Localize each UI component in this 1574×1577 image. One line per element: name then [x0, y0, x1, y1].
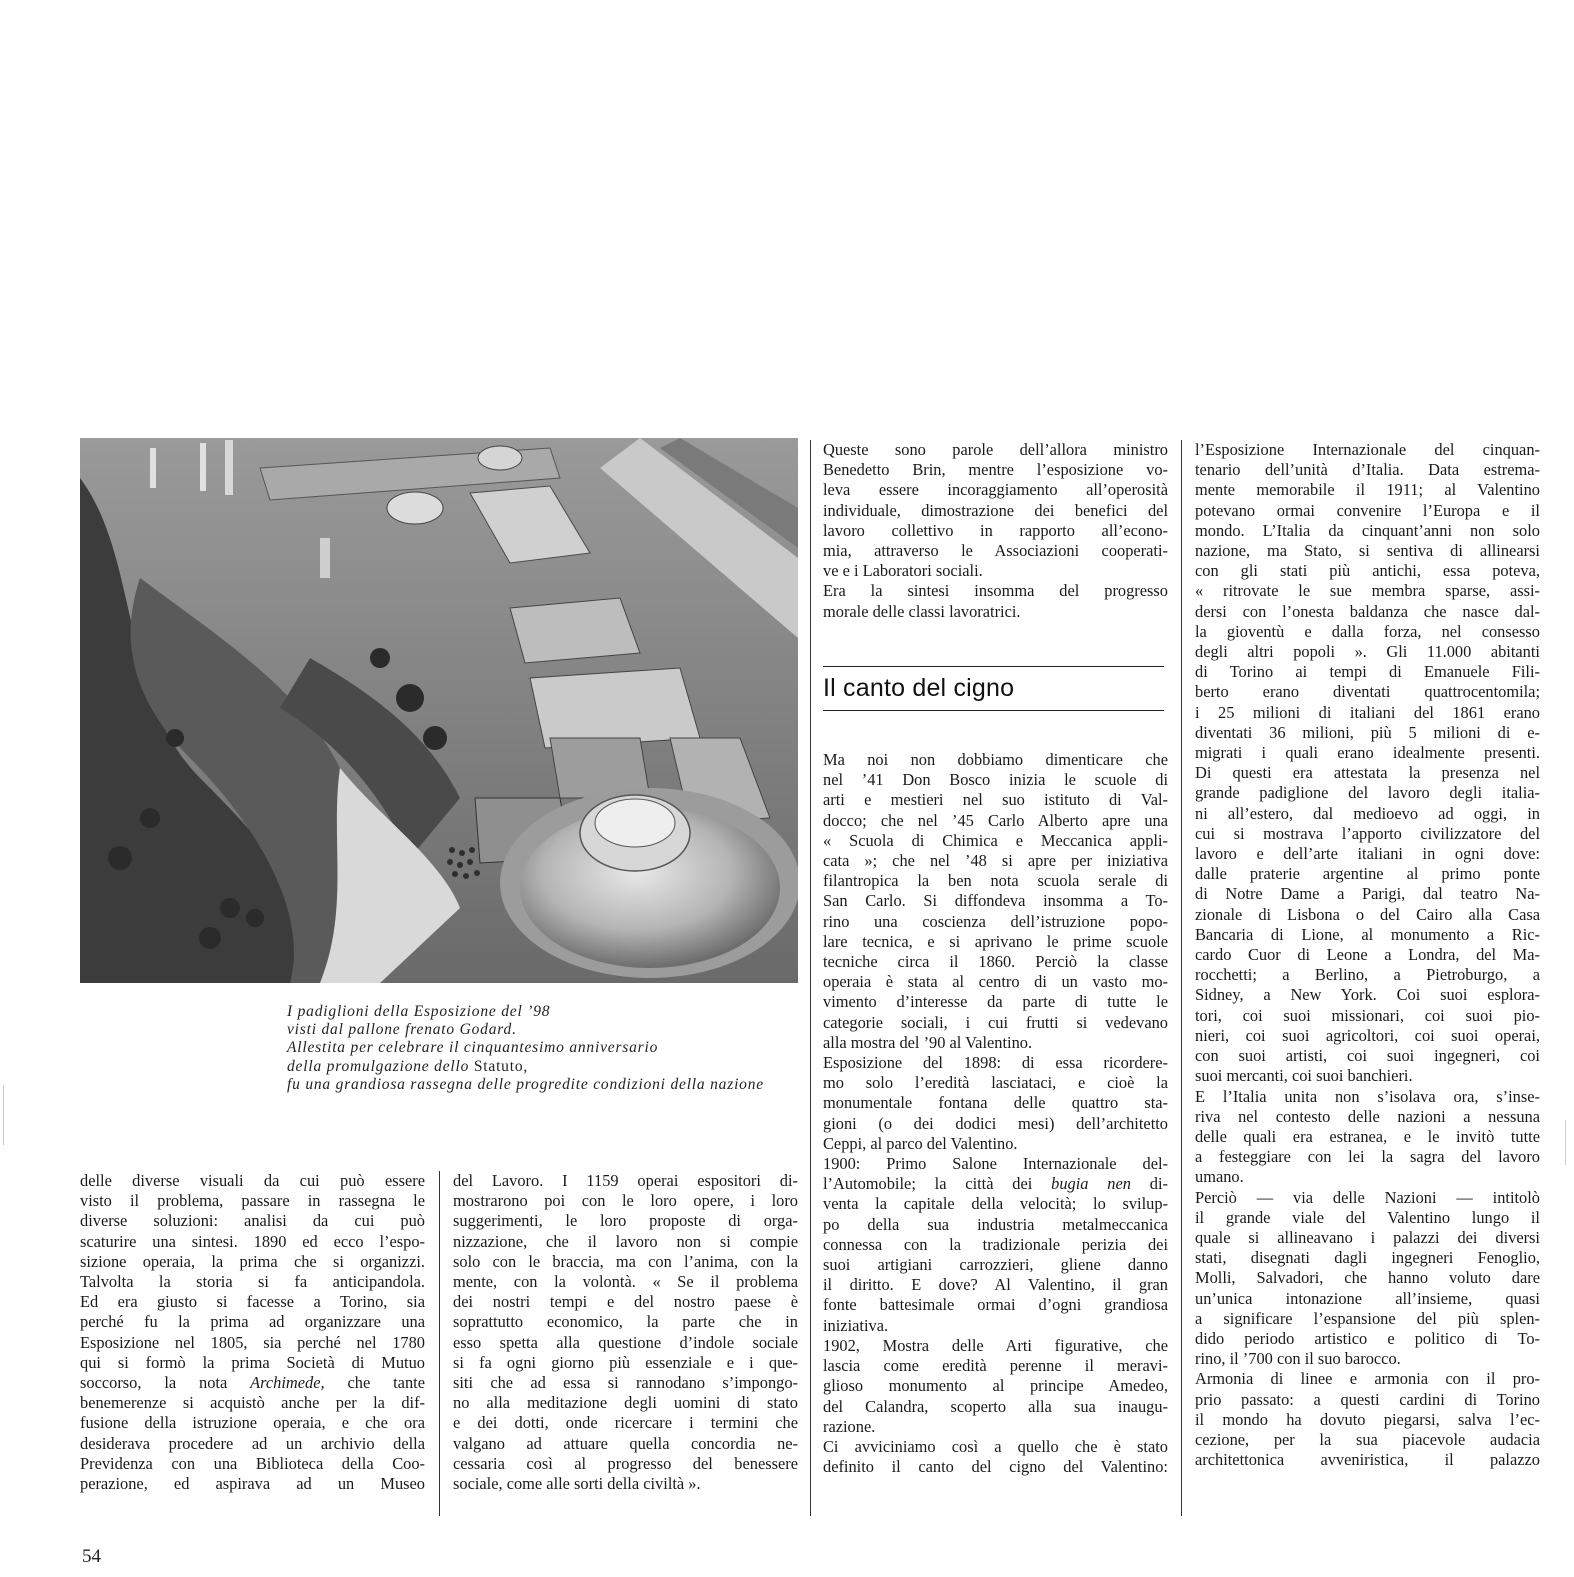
text-column-4 — [1195, 440, 1540, 1470]
scan-edge-mark — [1565, 1120, 1566, 1165]
text-line: il grande viale del Valentino lungo il — [1195, 1207, 1540, 1227]
text-line: nel ’41 Don Bosco inizia le scuole di — [823, 770, 1168, 790]
italic-phrase: bugia nen — [1051, 1174, 1131, 1194]
text-line: nazione, ma Stato, si sentiva di allinearsi — [1195, 541, 1540, 561]
text-line: delle diverse visuali da cui può essere — [80, 1171, 425, 1190]
text-line: con gli stati più antichi, essa poteva, — [1195, 561, 1540, 581]
text-line: potevano ormai convenire l’Europa e il — [1195, 500, 1540, 520]
text-line: lavoro e dell’arte italiani in ogni dove: — [1195, 844, 1540, 864]
text-line: Ci avviciniamo così a quello che è stato — [823, 1436, 1168, 1456]
text-line: connessa con la tradizionale perizia dei — [823, 1234, 1168, 1254]
text-line: mente, con la volontà. « Se il problema — [453, 1272, 798, 1292]
text-line: Molli, Salvadori, che hanno voluto dare — [1195, 1268, 1540, 1288]
exposition-aerial-photo — [80, 438, 798, 983]
text-line: Armonia di linee e armonia con il pro- — [1195, 1369, 1540, 1389]
text-line — [823, 1174, 1168, 1194]
text-line: dalle praterie argentine al primo ponte — [1195, 864, 1540, 884]
text-line: rino, il ’700 con il suo barocco. — [1195, 1349, 1401, 1369]
text-line: fonte battesimale ormai d’ogni grandiosa — [823, 1295, 1168, 1315]
text-line: operaia è stata al centro di un vasto mo- — [823, 972, 1168, 992]
text-line: perazione, ed aspirava ad un Museo — [80, 1474, 425, 1494]
caption-upright-word: Statuto, — [473, 1057, 529, 1075]
text-line: con suoi artisti, coi suoi ingegneri, coi — [1195, 1046, 1540, 1066]
text-line: stati, disegnati dagli ingegneri Fenoglio, — [1195, 1248, 1540, 1268]
text-line: del Lavoro. I 1159 operai espositori di- — [453, 1171, 798, 1190]
text-line: San Carlo. Si diffondeva insomma a To- — [823, 891, 1168, 911]
column-divider — [1181, 440, 1182, 1516]
text-line: scaturire una sintesi. 1890 ed ecco l’espo- — [80, 1231, 425, 1251]
text-line: Di questi era attestata la presenza nel — [1195, 763, 1540, 783]
text-line: E l’Italia unita non s’isolava ora, s’inse- — [1195, 1086, 1540, 1106]
text-line: ve e i Laboratori sociali. — [823, 561, 983, 581]
text-line: Benedetto Brin, mentre l’esposizione vo- — [823, 460, 1168, 480]
text-line: di Notre Dame a Parigi, dal teatro Na- — [1195, 884, 1540, 904]
text-line: 1900: Primo Salone Internazionale del- — [823, 1154, 1168, 1174]
text-fragment: che tante — [347, 1373, 425, 1393]
text-line: quale si allineavano i palazzi dei diversi — [1195, 1227, 1540, 1247]
text-line: razione. — [823, 1416, 876, 1436]
heading-rule-top — [823, 666, 1164, 667]
text-line: lare tecnica, e si aprivano le prime scuole — [823, 931, 1168, 951]
text-line: degli altri popoli ». Gli 11.000 abitanti — [1195, 642, 1540, 662]
heading-rule-bottom — [823, 710, 1164, 711]
text-line: dei nostri tempi e del nostro paese è — [453, 1292, 798, 1312]
text-line: sizione operaia, la prima che si organizzi. — [80, 1251, 425, 1271]
text-line: no alla meditazione degli uomini di stato — [453, 1393, 798, 1413]
text-line: soprattutto economico, la parte che in — [453, 1312, 798, 1332]
text-line: cata »; che nel ’48 si apre per iniziativa — [823, 851, 1168, 871]
text-line: monumentale fontana delle quattro sta- — [823, 1093, 1168, 1113]
text-line: perché fu la prima ad organizzare una — [80, 1312, 425, 1332]
text-line: cezione, per la sua piacevole audacia — [1195, 1429, 1540, 1449]
text-line: Esposizione nel 1805, sia perché nel 1780 — [80, 1332, 425, 1352]
caption-line: visti dal pallone frenato Godard. — [287, 1021, 517, 1039]
text-line: architettonica avveniristica, il palazzo — [1195, 1450, 1540, 1470]
text-line: Era la sintesi insomma del progresso — [823, 581, 1168, 601]
text-line: « ritrovate le sue membra sparse, assi- — [1195, 581, 1540, 601]
text-line: prio passato: a questi cardini di Torino — [1195, 1389, 1540, 1409]
text-line: filantropica la ben nota scuola serale di — [823, 871, 1168, 891]
text-line: mondo. L’Italia da cinquant’anni non solo — [1195, 520, 1540, 540]
text-line: a significare l’espansione del più splen- — [1195, 1308, 1540, 1328]
text-line: benemerenze si acquistò anche per la dif- — [80, 1393, 425, 1413]
text-fragment: di- — [1149, 1174, 1168, 1194]
text-line: arti e mestieri nel suo istituto di Val- — [823, 790, 1168, 810]
text-line: tenario dell’unità d’Italia. Data estrema- — [1195, 460, 1540, 480]
text-column-3-bottom — [823, 750, 1168, 1477]
text-line: lascia come eredità perenne il meravi- — [823, 1356, 1168, 1376]
text-line: mostrarono poi con le loro opere, i loro — [453, 1191, 798, 1211]
text-line: zionale di Lisbona o del Cairo alla Casa — [1195, 904, 1540, 924]
text-line: tecniche circa il 1860. Perciò la classe — [823, 952, 1168, 972]
text-line: cui si mostrava l’apporto civilizzatore del — [1195, 823, 1540, 843]
text-line: suggerimenti, le loro proposte di orga- — [453, 1211, 798, 1231]
text-column-2 — [453, 1171, 798, 1494]
photo-caption — [287, 1003, 807, 1094]
text-column-1 — [80, 1171, 425, 1494]
text-line: umano. — [1195, 1167, 1244, 1187]
text-line: diventati 36 milioni, più 5 milioni di e- — [1195, 722, 1540, 742]
caption-line: I padiglioni della Esposizione del ’98 — [287, 1003, 551, 1020]
text-line: lavoro collettivo in rapporto all’econo- — [823, 520, 1168, 540]
scan-edge-mark — [3, 1085, 4, 1145]
text-line: suoi mercanti, coi suoi banchieri. — [1195, 1066, 1413, 1086]
page-number: 54 — [82, 1546, 101, 1567]
text-line: i 25 milioni di italiani del 1861 erano — [1195, 702, 1540, 722]
text-line: esso spetta alla questione d’indole sociale — [453, 1332, 798, 1352]
text-line: Bancaria di Lione, al monumento a Ric- — [1195, 924, 1540, 944]
text-line: Sidney, a New York. Coi suoi esplora- — [1195, 985, 1540, 1005]
text-line: Previdenza con una Biblioteca della Coo- — [80, 1453, 425, 1473]
text-line: sociale, come alle sorti della civiltà ». — [453, 1474, 701, 1494]
text-line: visto il problema, passare in rassegna le — [80, 1191, 425, 1211]
caption-line: fu una grandiosa rassegna delle progredite condizioni della nazione — [287, 1075, 764, 1093]
text-line: glioso monumento al principe Amedeo, — [823, 1376, 1168, 1396]
text-line: mo solo l’eredità lasciataci, e cioè la — [823, 1073, 1168, 1093]
text-line: Ma noi non dobbiamo dimenticare che — [823, 750, 1168, 769]
text-line: cessaria così al progresso del benessere — [453, 1453, 798, 1473]
text-line: Esposizione del 1898: di essa ricordere- — [823, 1053, 1168, 1073]
text-line: fusione della istruzione operaia, e che ora — [80, 1413, 425, 1433]
text-line: un’unica intonazione all’insieme, quasi — [1195, 1288, 1540, 1308]
text-line: po della sua industria metalmeccanica — [823, 1214, 1168, 1234]
text-line: riva nel contesto delle nazioni a nessuna — [1195, 1106, 1540, 1126]
text-line: morale delle classi lavoratrici. — [823, 601, 1021, 621]
text-line: di Torino ai tempi di Emanuele Fili- — [1195, 662, 1540, 682]
text-line: leva essere incoraggiamento all’operosità — [823, 480, 1168, 500]
text-fragment: l’Automobile; la città dei — [823, 1174, 1033, 1194]
text-line: berto erano diventati quattrocentomila; — [1195, 682, 1540, 702]
aerial-photo-illustration — [80, 438, 798, 983]
caption-line: Allestita per celebrare il cinquantesimo anniversario — [287, 1039, 659, 1057]
text-line: del Calandra, scoperto alla sua inaugu- — [823, 1396, 1168, 1416]
text-line: qui si formò la prima Società di Mutuo — [80, 1352, 425, 1372]
text-line: diverse soluzioni: analisi da cui può — [80, 1211, 425, 1231]
text-line: gioni (o dei dodici mesi) dell’architetto — [823, 1113, 1168, 1133]
text-line: dido periodo artistico e politico di To- — [1195, 1328, 1540, 1348]
text-line: Perciò — via delle Nazioni — intitolò — [1195, 1187, 1540, 1207]
text-line: iniziativa. — [823, 1315, 889, 1335]
caption-line — [287, 1058, 807, 1076]
text-line: si fa ogni giorno più essenziale e i que- — [453, 1352, 798, 1372]
text-line: siti che ad essa si rannodano s’impongo- — [453, 1373, 798, 1393]
text-line: vimento d’interesse da parte di tutte le — [823, 992, 1168, 1012]
text-line: grande padiglione del lavoro degli italia- — [1195, 783, 1540, 803]
column-divider — [439, 1171, 440, 1516]
text-line: Ed era giusto si facesse a Torino, sia — [80, 1292, 425, 1312]
text-line: a festeggiare con lei la sagra del lavoro — [1195, 1147, 1540, 1167]
text-line: venta la capitale della velocità; lo svilup- — [823, 1194, 1168, 1214]
text-line: Talvolta la storia si fa anticipandola. — [80, 1272, 425, 1292]
text-line: nieri, coi suoi agricoltori, coi suoi operai, — [1195, 1025, 1540, 1045]
text-line: docco; che nel ’45 Carlo Alberto apre una — [823, 810, 1168, 830]
text-line: tori, coi suoi missionari, coi suoi pio- — [1195, 1005, 1540, 1025]
text-line: la gioventù e dalla forza, nel consesso — [1195, 621, 1540, 641]
text-line: solo con le braccia, ma con l’anima, con la — [453, 1251, 798, 1271]
caption-text: della promulgazione dello — [287, 1057, 470, 1075]
italic-title: Archimede, — [250, 1373, 325, 1393]
text-line: Queste sono parole dell’allora ministro — [823, 440, 1168, 459]
text-line: il diritto. E dove? Al Valentino, il gran — [823, 1275, 1168, 1295]
text-line: rocchetti; a Berlino, a Pietroburgo, a — [1195, 965, 1540, 985]
text-line — [80, 1373, 425, 1393]
text-line: nizzazione, che il lavoro non si compie — [453, 1231, 798, 1251]
text-line: cardo Cuor di Leone a Londra, del Ma- — [1195, 945, 1540, 965]
text-line: il mondo ha dovuto piegarsi, salva l’ec- — [1195, 1409, 1540, 1429]
text-line: individuale, dimostrazione dei benefici del — [823, 500, 1168, 520]
text-line: dersi con l’onesta baldanza che nasce dal- — [1195, 601, 1540, 621]
text-line: alla mostra del ’90 al Valentino. — [823, 1032, 1033, 1052]
text-line: mia, attraverso le Associazioni cooperati- — [823, 541, 1168, 561]
text-line: Ceppi, al parco del Valentino. — [823, 1133, 1018, 1153]
text-fragment: soccorso, la nota — [80, 1373, 228, 1393]
text-line: e dei dotti, onde ricercare i termini che — [453, 1413, 798, 1433]
text-line: suoi artigiani carrozzieri, gliene danno — [823, 1255, 1168, 1275]
text-line: delle quali era estranea, e le invitò tutte — [1195, 1126, 1540, 1146]
section-heading: Il canto del cigno — [823, 674, 1015, 702]
text-line: l’Esposizione Internazionale del cinquan- — [1195, 440, 1540, 459]
text-line: mente memorabile il 1911; al Valentino — [1195, 480, 1540, 500]
text-line: ni all’estero, dal medioevo ad oggi, in — [1195, 803, 1540, 823]
text-line: definito il canto del cigno del Valentino: — [823, 1457, 1168, 1477]
text-line: categorie sociali, i cui frutti si vedevano — [823, 1012, 1168, 1032]
text-line: desiderava procedere ad un archivio della — [80, 1433, 425, 1453]
text-line: migrati i quali erano idealmente presenti. — [1195, 743, 1540, 763]
text-line: rino una coscienza dell’istruzione popo- — [823, 911, 1168, 931]
text-line: valgano ad attuare quella concordia ne- — [453, 1433, 798, 1453]
column-divider — [810, 440, 811, 1516]
text-column-3-top — [823, 440, 1168, 622]
text-line: « Scuola di Chimica e Meccanica appli- — [823, 830, 1168, 850]
text-line: 1902, Mostra delle Arti figurative, che — [823, 1335, 1168, 1355]
